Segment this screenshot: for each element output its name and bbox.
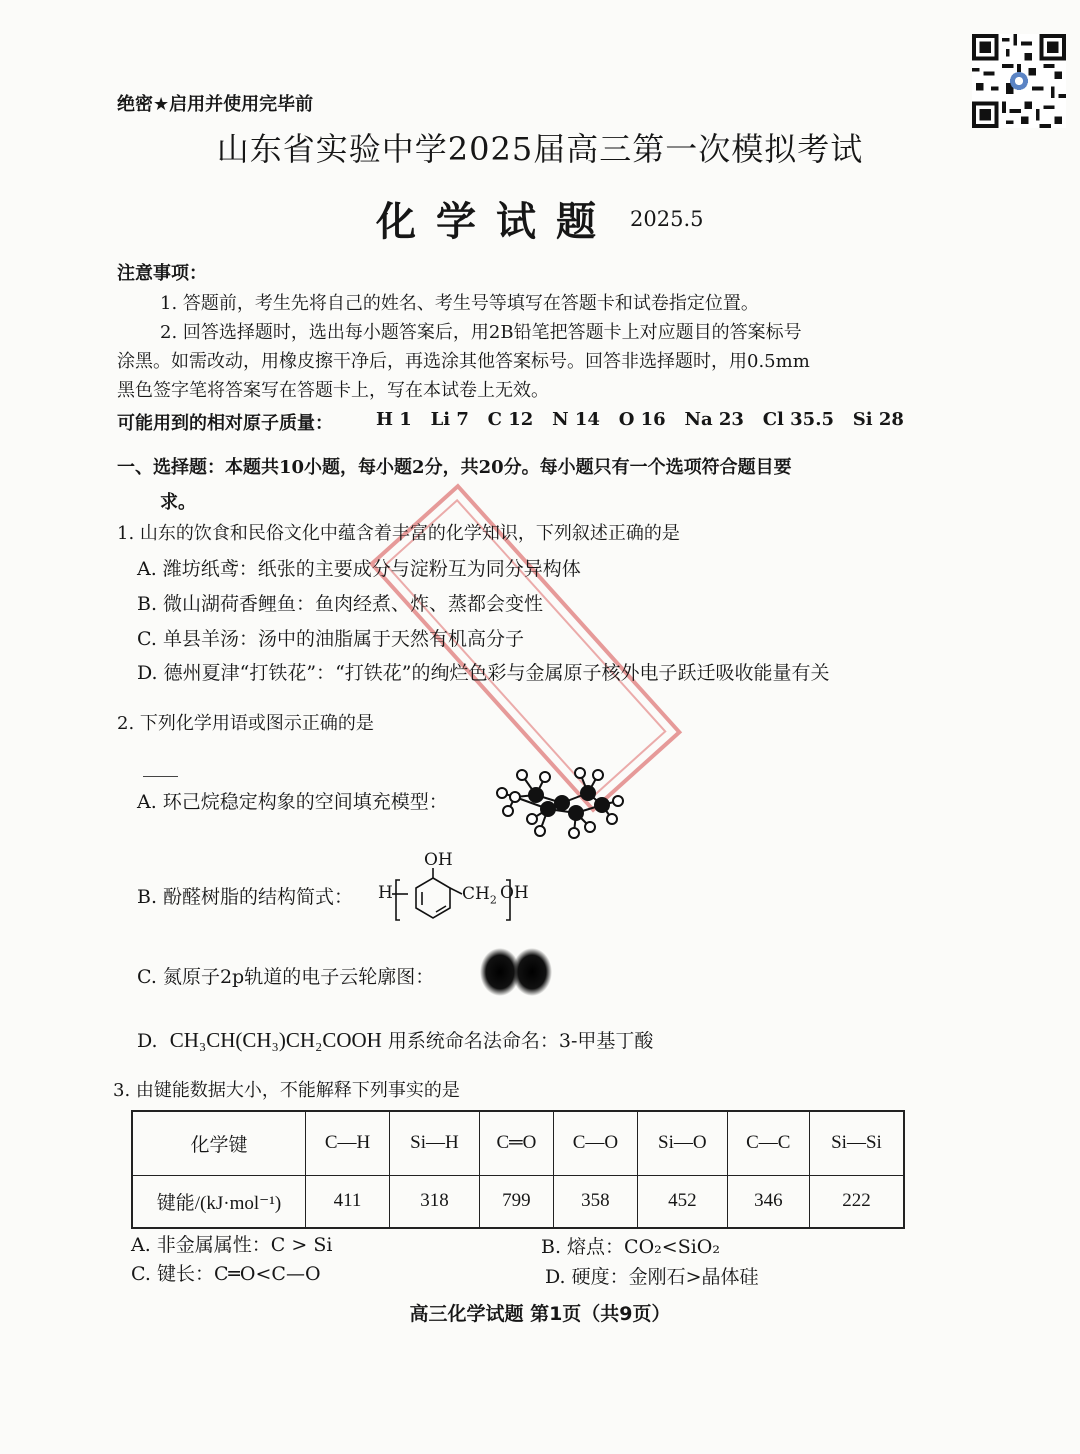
page-footer: 高三化学试题 第1页（共9页） bbox=[409, 1303, 671, 1325]
table-cell: 346 bbox=[727, 1175, 809, 1228]
table-header-cell: Si—H bbox=[390, 1111, 480, 1175]
notice-item-2-cont: 涂黑。如需改动，用橡皮擦干净后，再选涂其他答案标号。回答非选择题时，用0.5mm bbox=[117, 351, 810, 372]
cyclohexane-model-figure bbox=[490, 755, 630, 845]
structure-oh-right: OH bbox=[500, 883, 529, 903]
phenol-resin-structure bbox=[378, 850, 538, 930]
q2-option-a: A. 环己烷稳定构象的空间填充模型： bbox=[137, 791, 448, 813]
atomic-mass-values: H 1 Li 7 C 12 N 14 O 16 Na 23 Cl 35.5 Si 28 bbox=[376, 409, 904, 430]
q3-option-d: D. 硬度：金刚石>晶体硅 bbox=[545, 1266, 759, 1288]
notice-item-2-cont2: 黑色签字笔将答案写在答题卡上，写在本试卷上无效。 bbox=[117, 380, 549, 401]
notice-item-1: 1. 答题前，考生先将自己的姓名、考生号等填写在答题卡和试卷指定位置。 bbox=[160, 293, 759, 314]
atomic-mass-label: 可能用到的相对原子质量： bbox=[117, 413, 333, 434]
exam-date: 2025.5 bbox=[630, 207, 704, 231]
q2-option-d bbox=[137, 1026, 653, 1053]
table-header-cell: Si—O bbox=[637, 1111, 727, 1175]
q3-option-a: A. 非金属属性：C > Si bbox=[131, 1234, 333, 1256]
exam-title: 山东省实验中学2025届高三第一次模拟考试 bbox=[216, 130, 864, 168]
q2-option-c: C. 氮原子2p轨道的电子云轮廓图： bbox=[137, 966, 435, 988]
table-header-cell: 化学键 bbox=[132, 1111, 306, 1175]
section-heading-cont: 求。 bbox=[160, 492, 196, 513]
table-header-cell: C—O bbox=[553, 1111, 637, 1175]
q3-option-c: C. 键长：C═O<C—O bbox=[131, 1263, 321, 1285]
q2-option-d-letter: D. bbox=[137, 1030, 158, 1052]
table-cell: 358 bbox=[553, 1175, 637, 1228]
structure-h: H bbox=[378, 883, 393, 903]
q2-option-d-text: 用系统命名法命名：3-甲基丁酸 bbox=[387, 1030, 654, 1052]
q1-option-a: A. 潍坊纸鸢：纸张的主要成分与淀粉互为同分异构体 bbox=[137, 558, 581, 580]
pen-mark bbox=[143, 776, 178, 777]
structure-oh-top: OH bbox=[424, 850, 453, 870]
q1-option-c: C. 单县羊汤：汤中的油脂属于天然有机高分子 bbox=[137, 628, 524, 650]
confidential-label: 绝密★启用并使用完毕前 bbox=[117, 94, 314, 115]
q1-option-b: B. 微山湖荷香鲤鱼：鱼肉经煮、炸、蒸都会变性 bbox=[137, 593, 544, 615]
table-header-cell: C═O bbox=[479, 1111, 553, 1175]
section-heading: 一、选择题：本题共10小题，每小题2分，共20分。每小题只有一个选项符合题目要 bbox=[117, 457, 792, 478]
table-cell: 799 bbox=[479, 1175, 553, 1228]
table-row-label: 键能/(kJ·mol⁻¹) bbox=[132, 1175, 306, 1228]
table-cell: 411 bbox=[306, 1175, 390, 1228]
q2-stem: 2. 下列化学用语或图示正确的是 bbox=[117, 713, 374, 734]
table-header-row bbox=[132, 1111, 904, 1175]
table-header-cell: Si—Si bbox=[809, 1111, 904, 1175]
subject-title: 化学试题 bbox=[376, 198, 616, 245]
notice-item-2: 2. 回答选择题时，选出每小题答案后，用2B铅笔把答题卡上对应题目的答案标号 bbox=[160, 322, 802, 343]
table-header-cell: C—H bbox=[306, 1111, 390, 1175]
table-cell: 318 bbox=[390, 1175, 480, 1228]
notice-heading: 注意事项： bbox=[117, 263, 207, 284]
q1-stem: 1. 山东的饮食和民俗文化中蕴含着丰富的化学知识，下列叙述正确的是 bbox=[117, 523, 680, 544]
bond-energy-table bbox=[131, 1110, 905, 1229]
table-cell: 452 bbox=[637, 1175, 727, 1228]
table-header-cell: C—C bbox=[727, 1111, 809, 1175]
table-row bbox=[132, 1175, 904, 1228]
q2-option-b: B. 酚醛树脂的结构简式： bbox=[137, 886, 354, 908]
p-orbital-figure bbox=[478, 944, 554, 1000]
q1-option-d: D. 德州夏津“打铁花”：“打铁花”的绚烂色彩与金属原子核外电子跃迁吸收能量有关 bbox=[137, 662, 830, 684]
qr-code bbox=[972, 34, 1066, 128]
table-cell: 222 bbox=[809, 1175, 904, 1228]
q3-option-b: B. 熔点：CO₂<SiO₂ bbox=[541, 1236, 720, 1258]
structure-ch2: $CH_2$ bbox=[462, 884, 497, 907]
q3-stem: 3. 由键能数据大小，不能解释下列事实的是 bbox=[113, 1080, 460, 1101]
q2-option-d-formula: CH₃CH(CH₃)CH₂COOH bbox=[169, 1028, 382, 1052]
